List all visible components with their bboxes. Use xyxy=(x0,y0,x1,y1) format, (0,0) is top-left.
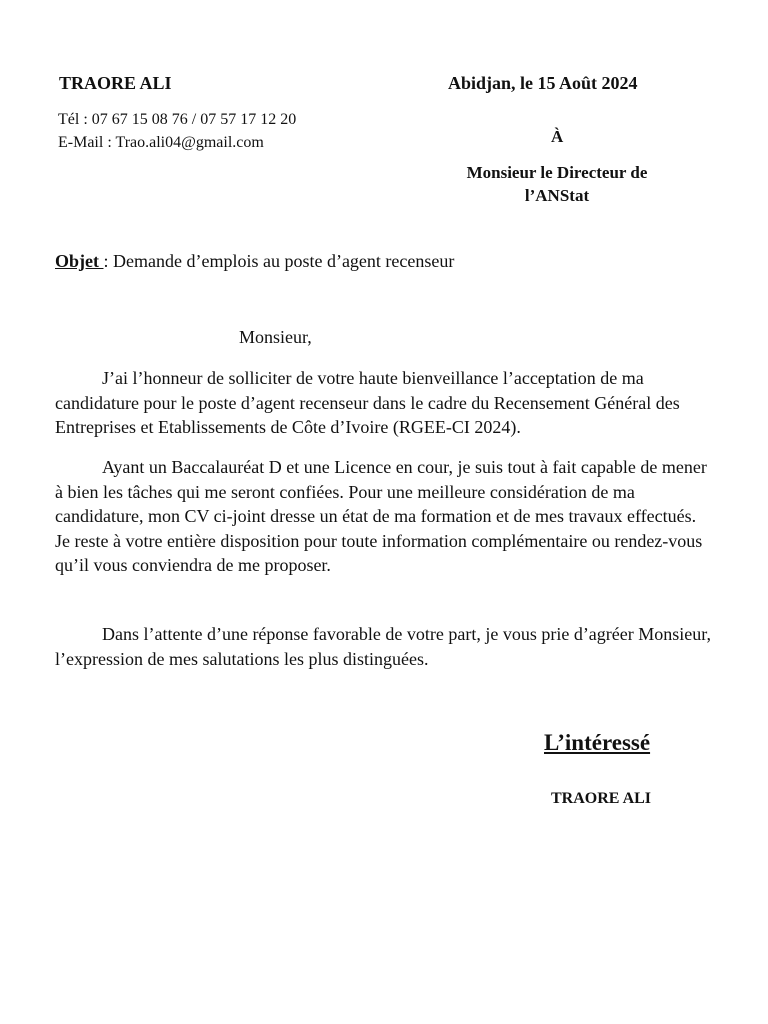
closing-title: L’intéressé xyxy=(544,730,651,755)
sender-email: E-Mail : Trao.ali04@gmail.com xyxy=(58,134,264,151)
body-paragraph-3: Dans l’attente d’une réponse favorable de votre part, je vous prie d’agréer Monsieur, l’expression de mes salutations les plus distinguées. xyxy=(55,624,712,669)
subject-text: : Demande d’emplois au poste d’agent recenseur xyxy=(103,251,455,271)
recipient-prefix: À xyxy=(551,127,564,146)
subject-line xyxy=(55,251,454,272)
salutation: Monsieur, xyxy=(239,327,312,347)
body-paragraph-2: Ayant un Baccalauréat D et une Licence en cour, je suis tout à fait capable de mener à bien les tâches qui me seront confiées. Pour une meilleure considération de ma candidature, mon CV ci-joint dresse un état de ma formation et de mes travaux effectués. Je reste à votre entière disposition pour toute information complémentaire ou rendez-vous qu’il vous conviendra de me proposer. xyxy=(55,457,707,575)
subject-label: Objet xyxy=(55,251,104,271)
place-date: Abidjan, le 15 Août 2024 xyxy=(448,73,638,93)
signature-name: TRAORE ALI xyxy=(551,790,652,807)
body-paragraph-1: J’ai l’honneur de solliciter de votre haute bienveillance l’acceptation de ma candidature pour le poste d’agent recenseur dans le cadre du Recensement Général des Entreprises et Etablissements de Côte d’Ivoire (RGEE-CI 2024). xyxy=(55,368,680,437)
recipient-name: Monsieur le Directeur de l’ANStat xyxy=(466,163,648,205)
sender-name: TRAORE ALI xyxy=(59,73,172,93)
sender-phone: Tél : 07 67 15 08 76 / 07 57 17 12 20 xyxy=(58,111,297,128)
